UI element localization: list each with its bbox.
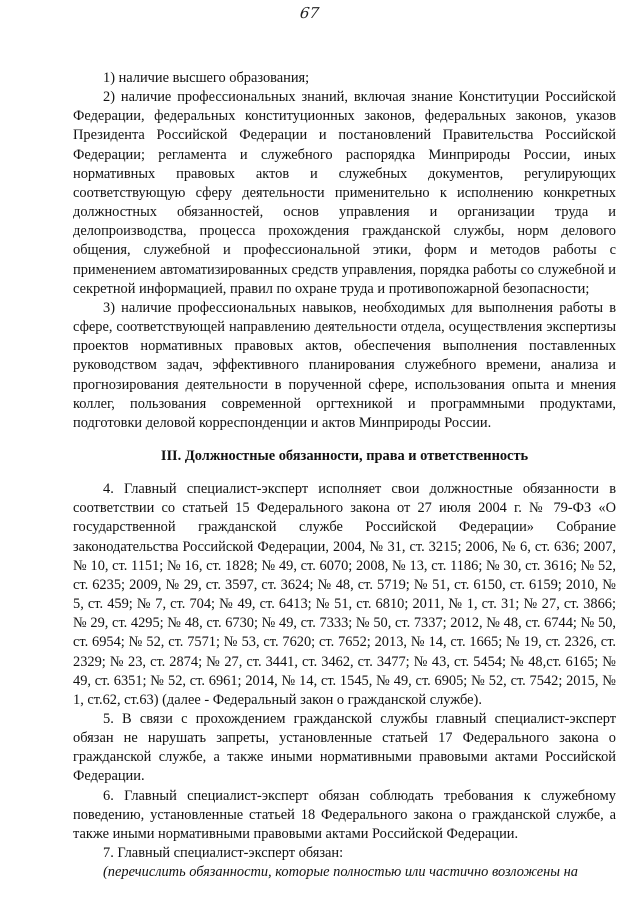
paragraph-4: 4. Главный специалист-эксперт исполняет свои должностные обязанности в соответствии со статьей 15 Федерального закона от 27 июля 2004 г. № 79-ФЗ «О государственной гражданской службе Российской Федерации» Собрание законодательства Российской Федерации, 2004, № 31, ст. 3215; 2006, № 6, ст. 636; 2007, № 10, ст. 1151; № 16, ст. 1828; № 49, ст. 6070; 2008, № 13, ст. 1186; № 30, ст. 3616; № 52, ст. 6235; 2009, № 29, ст. 3597, ст. 3624; № 48, ст. 5719; № 51, ст. 6150, ст. 6159; 2010, № 5, ст. 459; № 7, ст. 704; № 49, ст. 6413; № 51, ст. 6810; 2011, № 1, ст. 31; № 27, ст. 3866; № 29, ст. 4295; № 48, ст. 6730; № 49, ст. 7333; № 50, ст. 7337; 2012, № 48, ст. 6744; № 50, ст. 6954; № 52, ст. 7571; № 53, ст. 7620; ст. 7652; 2013, № 14, ст. 1665; № 19, ст. 2326, ст. 2329; № 23, ст. 2874; № 27, ст. 3441, ст. 3462, ст. 3477; № 43, ст. 5454; № 48,ст. 6165; № 49, ст. 6351; № 52, ст. 6961; 2014, № 14, ст. 1545, № 49, ст. 6905; № 52, ст. 7542; 2015, № 1, ст.62, ст.63) (далее - Федеральный закон о гражданской службе). bbox=[73, 481, 616, 708]
paragraph-7: 7. Главный специалист-эксперт обязан: bbox=[103, 845, 344, 862]
requirement-item-2: 2) наличие профессиональных знаний, включая знание Конституции Российской Федерации, федеральных конституционных законов, федеральных законов, указов Президента Российской Федерации и постановлений Правительства Российской Федерации; регламента и служебного распорядка Минприроды России, иных нормативных правовых актов и служебных документов, регулирующих соответствующую сферу деятельности применительно к исполнению конкретных должностных обязанностей, основ управления и организации труда и делопроизводства, процесса прохождения гражданской службы, норм делового общения, служебной и профессиональной этики, форм и методов работы с применением автоматизированных средств управления, порядка работы со служебной и секретной информацией, правил по охране труда и противопожарной безопасности; bbox=[73, 89, 616, 297]
requirement-item-1: 1) наличие высшего образования; bbox=[103, 70, 310, 86]
handwritten-page-number: 67 bbox=[299, 4, 321, 22]
paragraph-6: 6. Главный специалист-эксперт обязан соблюдать требования к служебному поведению, установленные статьей 18 Федерального закона о гражданской службе, а также иными нормативными правовыми актами Российской Федерации. bbox=[73, 787, 616, 842]
section-heading: III. Должностные обязанности, права и ответственность bbox=[160, 447, 529, 464]
requirement-item-3: 3) наличие профессиональных навыков, необходимых для выполнения работы в сфере, соответствующей направлению деятельности отдела, осуществления экспертизы проектов нормативных правовых актов, обеспечения выполнения поставленных руководством задач, эффективного планирования служебного времени, анализа и прогнозирования деятельности в порученной сфере, использования опыта и мнения коллег, пользования современной оргтехникой и программными продуктами, подготовки деловой корреспонденции и актов Минприроды России. bbox=[73, 299, 616, 431]
paragraph-5: 5. В связи с прохождением гражданской службы главный специалист-эксперт обязан не нарушать запреты, установленные статьей 17 Федерального закона о гражданской службе, а также иными нормативными правовыми актами Российской Федерации. bbox=[73, 711, 616, 785]
duties-italic-note: (перечислить обязанности, которые полностью или частично возложены на bbox=[103, 864, 578, 881]
